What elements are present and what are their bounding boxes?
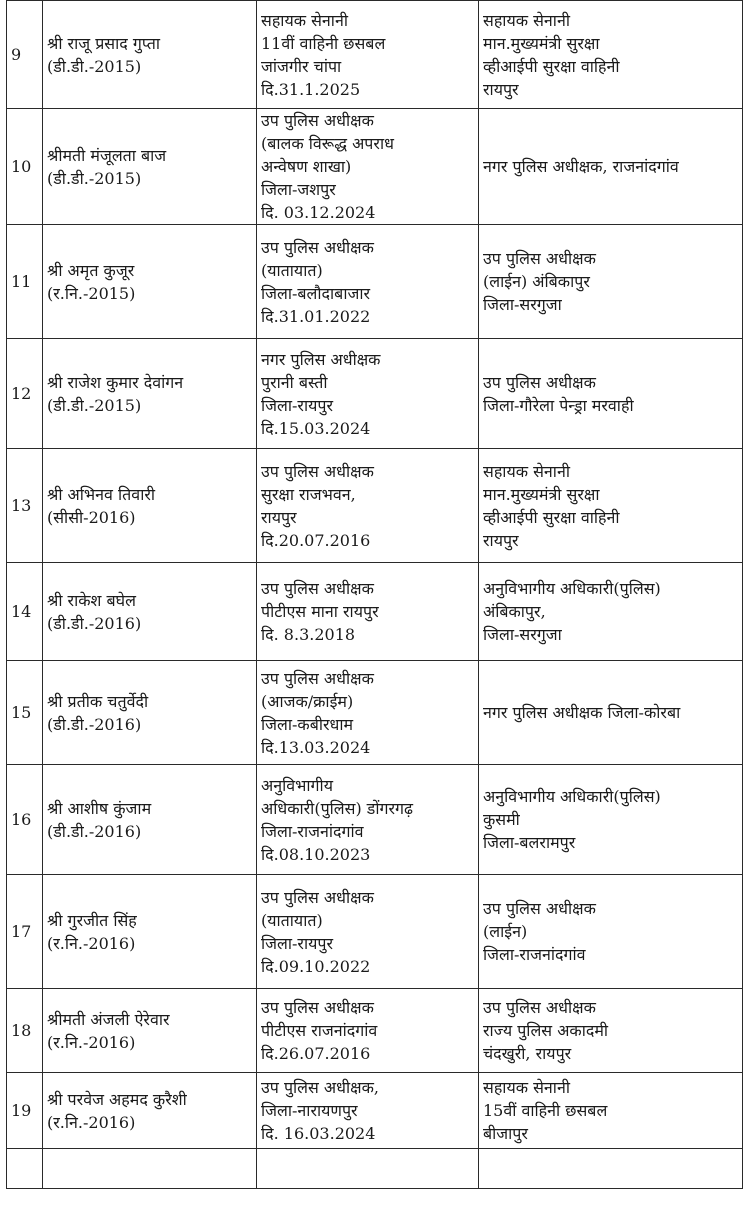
new-posting-line: चंदखुरी, रायपुर	[483, 1044, 572, 1063]
new-posting-cell	[479, 225, 743, 339]
current-posting-line: 11वीं वाहिनी छसबल	[261, 33, 386, 53]
current-posting-line: उप पुलिस अधीक्षक	[261, 668, 374, 688]
officer-name: श्री प्रतीक चतुर्वेदी	[47, 691, 149, 711]
current-posting-line: सुरक्षा राजभवन,	[261, 484, 356, 504]
officer-name: श्री आशीष कुंजाम	[47, 798, 152, 818]
new-posting-line: रायपुर	[483, 79, 519, 99]
current-posting-line: उप पुलिस अधीक्षक	[261, 461, 374, 481]
officer-batch: (र.नि.-2016)	[47, 1112, 136, 1132]
empty-cell	[257, 1149, 479, 1189]
current-posting-line: दि.20.07.2016	[261, 530, 371, 550]
officer-cell	[43, 1, 257, 109]
officer-batch: (डी.डी.-2015)	[47, 168, 142, 188]
current-posting-line: पुरानी बस्ती	[261, 372, 328, 392]
serial-number: 18	[7, 989, 43, 1073]
current-posting-line: रायपुर	[261, 507, 297, 527]
new-posting-line: जिला-गौरेला पेन्ड्रा मरवाही	[483, 395, 634, 415]
serial-number: 12	[7, 339, 43, 449]
current-posting-line: दि. 16.03.2024	[261, 1124, 376, 1143]
officer-cell	[43, 1073, 257, 1149]
officer-name: श्री अभिनव तिवारी	[47, 484, 156, 504]
new-posting-line: सहायक सेनानी	[483, 461, 570, 481]
current-posting-line: उप पुलिस अधीक्षक	[261, 887, 374, 907]
serial-number: 11	[7, 225, 43, 339]
new-posting-cell	[479, 563, 743, 661]
current-posting-line: जिला-नारायणपुर	[261, 1101, 358, 1120]
current-posting-line: उप पुलिस अधीक्षक	[261, 111, 374, 130]
current-posting-cell	[257, 1, 479, 109]
new-posting-line: (लाईन) अंबिकापुर	[483, 272, 590, 291]
table-row-partial	[7, 1149, 743, 1189]
current-posting-line: पीटीएस राजनांदगांव	[261, 1021, 378, 1040]
new-posting-cell	[479, 765, 743, 875]
transfer-table	[6, 0, 743, 1189]
table-row	[7, 225, 743, 339]
new-posting-cell	[479, 1, 743, 109]
new-posting-line: अंबिकापुर,	[483, 602, 546, 621]
table-row	[7, 1, 743, 109]
current-posting-line: उप पुलिस अधीक्षक,	[261, 1078, 379, 1097]
current-posting-cell	[257, 875, 479, 989]
current-posting-cell	[257, 225, 479, 339]
current-posting-cell	[257, 989, 479, 1073]
current-posting-line: दि.31.01.2022	[261, 306, 371, 326]
current-posting-cell	[257, 661, 479, 765]
new-posting-line: 15वीं वाहिनी छसबल	[483, 1101, 608, 1120]
new-posting-line: व्हीआईपी सुरक्षा वाहिनी	[483, 507, 620, 527]
current-posting-line: जांजगीर चांपा	[261, 56, 342, 76]
current-posting-line: दि. 8.3.2018	[261, 625, 356, 644]
current-posting-line: उप पुलिस अधीक्षक	[261, 579, 374, 598]
current-posting-line: जिला-कबीरधाम	[261, 714, 354, 734]
table-row	[7, 661, 743, 765]
current-posting-line: उप पुलिस अधीक्षक	[261, 998, 374, 1017]
current-posting-line: अन्वेषण शाखा)	[261, 157, 352, 176]
officer-batch: (र.नि.-2016)	[47, 933, 136, 953]
current-posting-cell	[257, 765, 479, 875]
current-posting-line: सहायक सेनानी	[261, 10, 348, 30]
table-row	[7, 339, 743, 449]
serial-number: 15	[7, 661, 43, 765]
new-posting-line: सहायक सेनानी	[483, 1078, 570, 1097]
officer-name: श्रीमती अंजली ऐरेवार	[47, 1009, 170, 1029]
officer-batch: (डी.डी.-2016)	[47, 714, 142, 734]
current-posting-cell	[257, 109, 479, 225]
new-posting-line: जिला-बलरामपुर	[483, 833, 576, 852]
current-posting-line: उप पुलिस अधीक्षक	[261, 237, 374, 257]
new-posting-cell	[479, 661, 743, 765]
officer-name: श्री राकेश बघेल	[47, 590, 136, 610]
current-posting-line: जिला-बलौदाबाजार	[261, 283, 371, 303]
officer-batch: (डी.डी.-2015)	[47, 395, 142, 415]
new-posting-line: अनुविभागीय अधिकारी(पुलिस)	[483, 579, 661, 598]
serial-number: 9	[7, 1, 43, 109]
officer-cell	[43, 875, 257, 989]
officer-cell	[43, 339, 257, 449]
serial-number: 16	[7, 765, 43, 875]
current-posting-line: दि.13.03.2024	[261, 737, 371, 757]
current-posting-line: (आजक/क्राईम)	[261, 691, 354, 711]
new-posting-line: जिला-सरगुजा	[483, 295, 562, 314]
new-posting-line: बीजापुर	[483, 1124, 528, 1143]
officer-name: श्रीमती मंजूलता बाज	[47, 145, 167, 165]
new-posting-cell	[479, 339, 743, 449]
new-posting-line: नगर पुलिस अधीक्षक, राजनांदगांव	[483, 157, 679, 176]
new-posting-line: जिला-राजनांदगांव	[483, 945, 586, 964]
officer-cell	[43, 563, 257, 661]
table-row	[7, 875, 743, 989]
current-posting-cell	[257, 1073, 479, 1149]
officer-batch: (डी.डी.-2016)	[47, 821, 142, 841]
officer-cell	[43, 989, 257, 1073]
new-posting-line: रायपुर	[483, 530, 519, 550]
table-row	[7, 765, 743, 875]
officer-batch: (डी.डी.-2016)	[47, 613, 142, 633]
current-posting-line: दि.26.07.2016	[261, 1044, 371, 1063]
officer-cell	[43, 109, 257, 225]
new-posting-cell	[479, 1073, 743, 1149]
transfer-table-body	[7, 1, 743, 1189]
new-posting-line: मान.मुख्यमंत्री सुरक्षा	[483, 33, 600, 53]
current-posting-cell	[257, 339, 479, 449]
current-posting-line: दि.31.1.2025	[261, 79, 361, 99]
new-posting-line: नगर पुलिस अधीक्षक जिला-कोरबा	[483, 703, 681, 722]
table-row	[7, 563, 743, 661]
empty-cell	[43, 1149, 257, 1189]
new-posting-line: उप पुलिस अधीक्षक	[483, 899, 596, 918]
serial-number: 17	[7, 875, 43, 989]
new-posting-line: उप पुलिस अधीक्षक	[483, 998, 596, 1017]
current-posting-line: (बालक विरूद्ध अपराध	[261, 134, 394, 153]
current-posting-line: (यातायात)	[261, 910, 323, 930]
new-posting-line: (लाईन)	[483, 922, 528, 941]
new-posting-line: कुसमी	[483, 810, 520, 829]
officer-name: श्री राजेश कुमार देवांगन	[47, 372, 184, 392]
current-posting-line: दि.15.03.2024	[261, 418, 371, 438]
empty-cell	[479, 1149, 743, 1189]
current-posting-line: जिला-रायपुर	[261, 933, 334, 953]
new-posting-cell	[479, 449, 743, 563]
table-row	[7, 449, 743, 563]
current-posting-line: अनुविभागीय	[261, 775, 333, 795]
new-posting-line: राज्य पुलिस अकादमी	[483, 1021, 609, 1040]
officer-batch: (र.नि.-2015)	[47, 283, 136, 303]
current-posting-line: जिला-जशपुर	[261, 180, 336, 199]
new-posting-line: मान.मुख्यमंत्री सुरक्षा	[483, 484, 600, 504]
serial-number: 13	[7, 449, 43, 563]
officer-name: श्री अमृत कुजूर	[47, 260, 135, 280]
current-posting-line: पीटीएस माना रायपुर	[261, 602, 379, 621]
current-posting-line: दि.08.10.2023	[261, 844, 371, 864]
new-posting-line: जिला-सरगुजा	[483, 625, 562, 644]
officer-cell	[43, 661, 257, 765]
current-posting-cell	[257, 563, 479, 661]
new-posting-line: सहायक सेनानी	[483, 10, 570, 30]
officer-cell	[43, 765, 257, 875]
officer-name: श्री परवेज अहमद कुरैशी	[47, 1089, 187, 1109]
current-posting-line: (यातायात)	[261, 260, 323, 280]
serial-number: 10	[7, 109, 43, 225]
officer-cell	[43, 449, 257, 563]
officer-name: श्री राजू प्रसाद गुप्ता	[47, 33, 161, 53]
new-posting-line: उप पुलिस अधीक्षक	[483, 372, 596, 392]
current-posting-line: जिला-राजनांदगांव	[261, 821, 364, 841]
new-posting-cell	[479, 875, 743, 989]
table-row	[7, 1073, 743, 1149]
serial-number: 19	[7, 1073, 43, 1149]
current-posting-line: दि.09.10.2022	[261, 956, 371, 976]
current-posting-line: जिला-रायपुर	[261, 395, 334, 415]
current-posting-line: अधिकारी(पुलिस) डोंगरगढ़	[261, 798, 414, 818]
current-posting-cell	[257, 449, 479, 563]
new-posting-cell	[479, 989, 743, 1073]
officer-batch: (डी.डी.-2015)	[47, 56, 142, 76]
new-posting-line: अनुविभागीय अधिकारी(पुलिस)	[483, 787, 661, 806]
officer-name: श्री गुरजीत सिंह	[47, 910, 137, 930]
officer-batch: (सीसी-2016)	[47, 507, 136, 527]
officer-batch: (र.नि.-2016)	[47, 1032, 136, 1052]
empty-cell	[7, 1149, 43, 1189]
new-posting-line: उप पुलिस अधीक्षक	[483, 249, 596, 268]
current-posting-line: नगर पुलिस अधीक्षक	[261, 349, 381, 369]
table-row	[7, 989, 743, 1073]
current-posting-line: दि. 03.12.2024	[261, 203, 376, 222]
table-row	[7, 109, 743, 225]
new-posting-cell	[479, 109, 743, 225]
serial-number: 14	[7, 563, 43, 661]
new-posting-line: व्हीआईपी सुरक्षा वाहिनी	[483, 56, 620, 76]
officer-cell	[43, 225, 257, 339]
